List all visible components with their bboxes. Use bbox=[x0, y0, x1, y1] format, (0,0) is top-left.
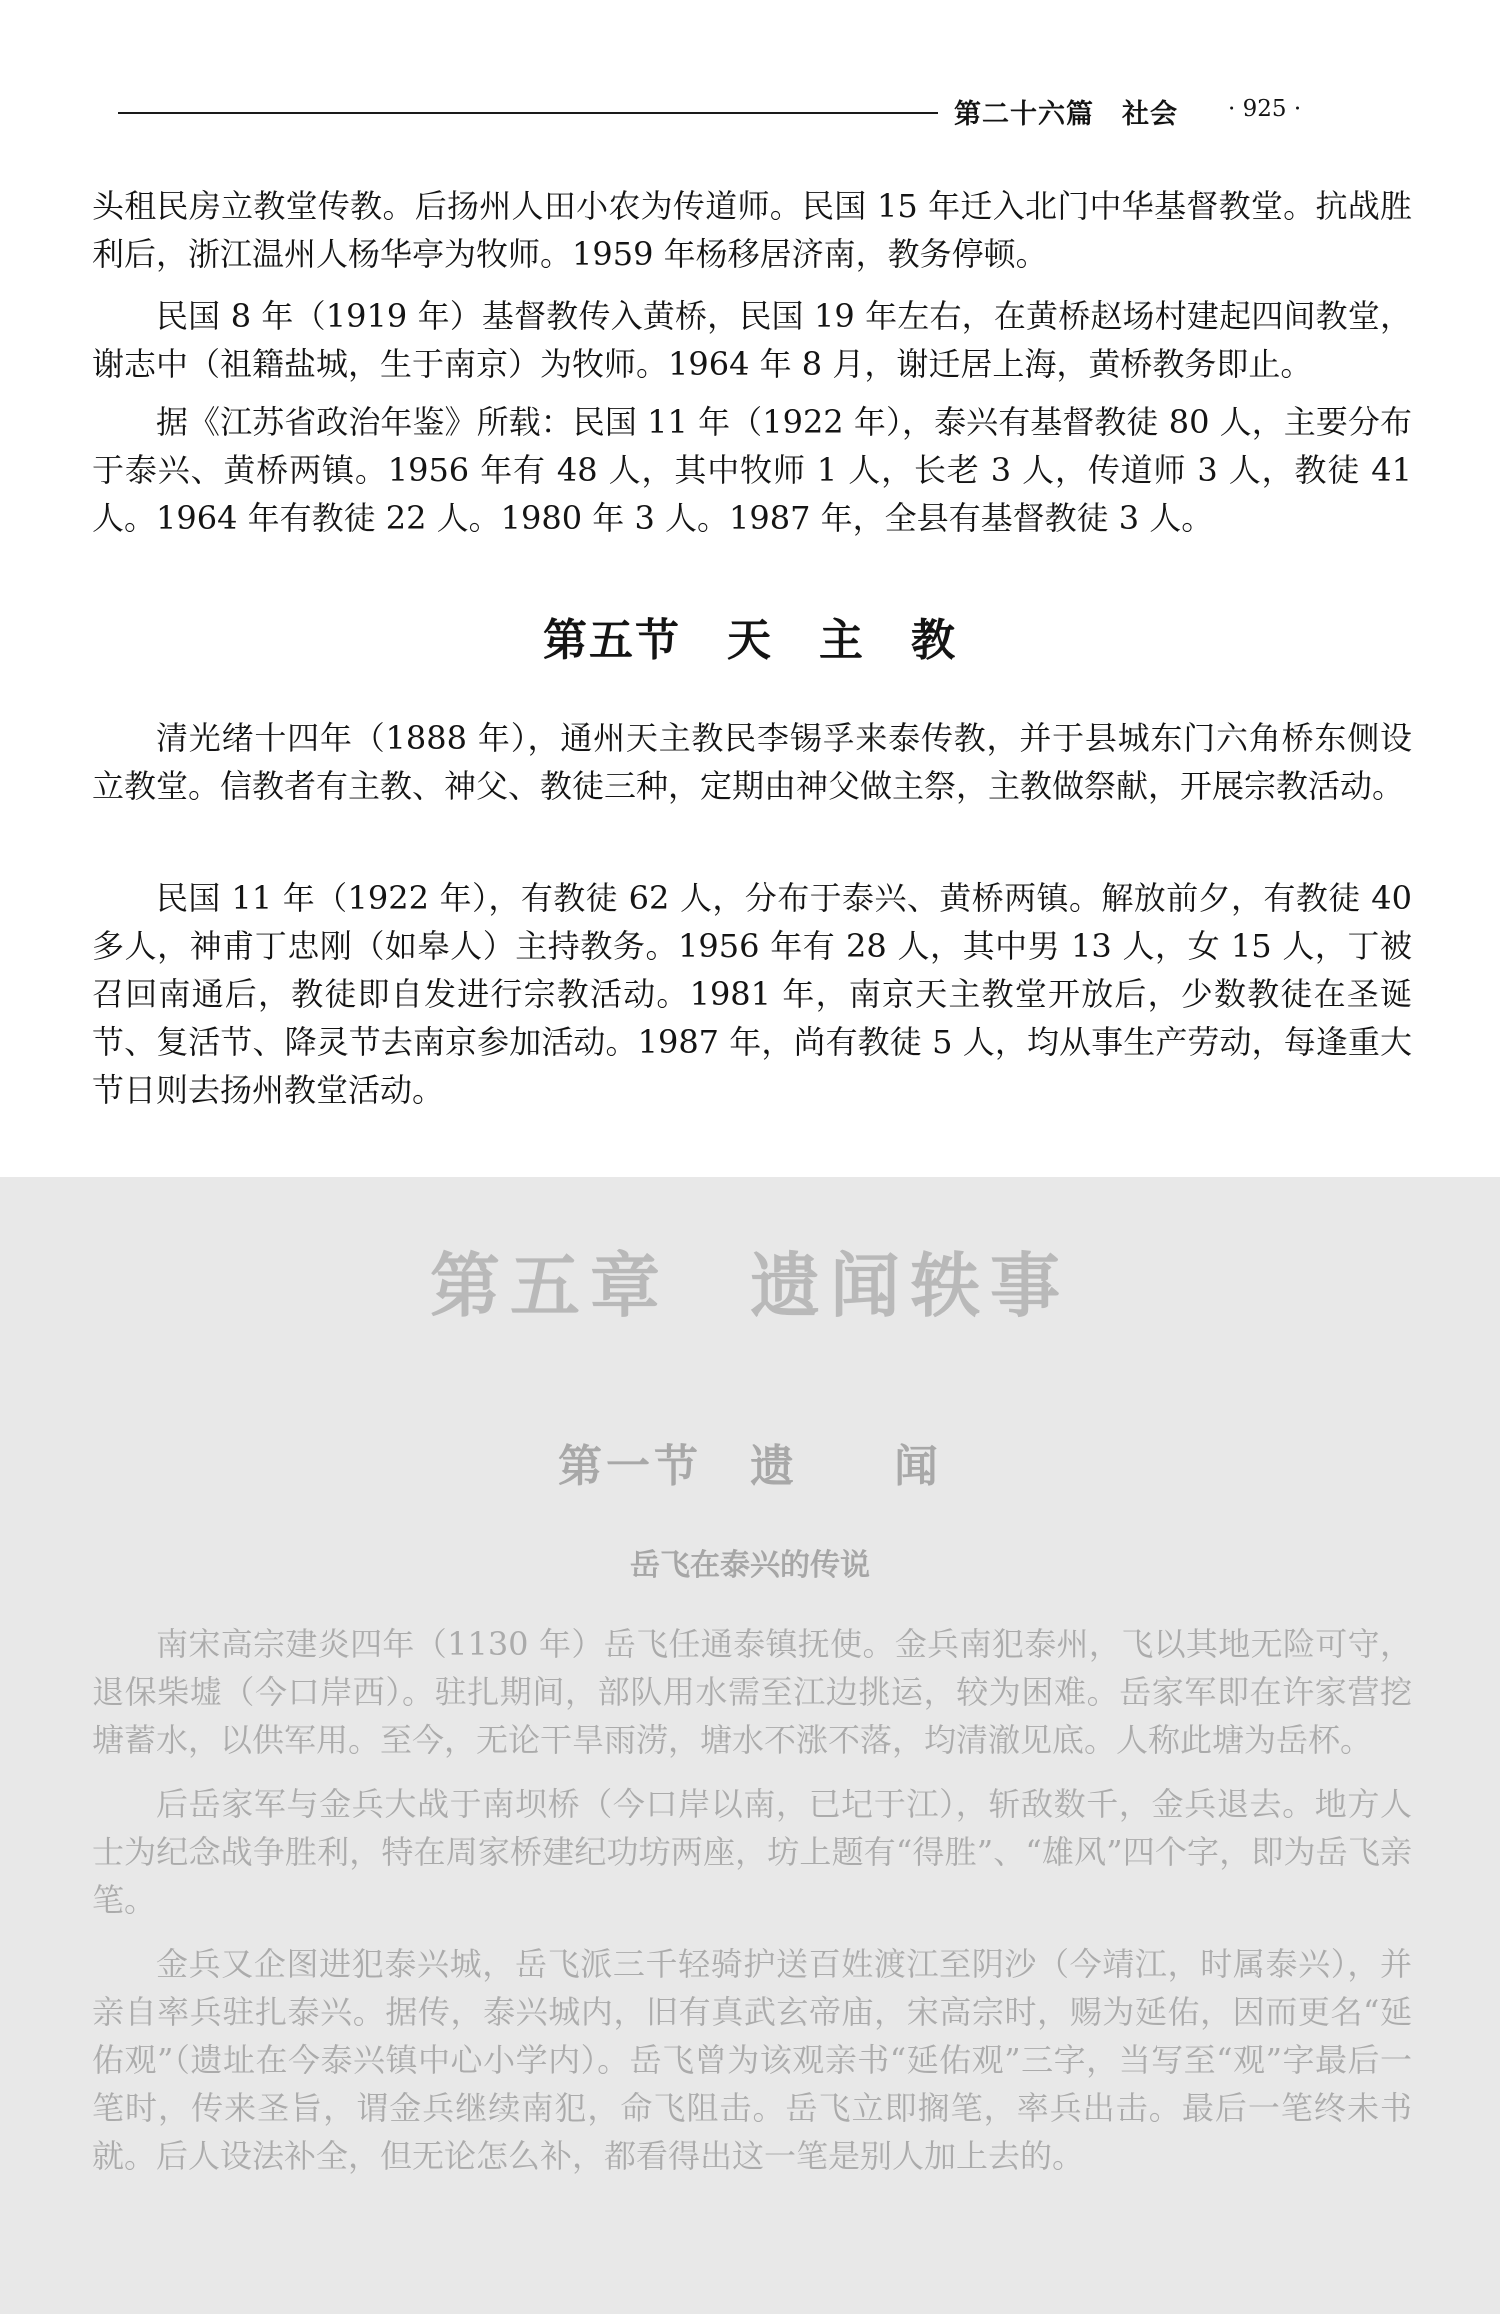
paragraph-yearbook: 据《江苏省政治年鉴》所载：民国 11 年（1922 年），泰兴有基督教徒 80 人，主要分布于泰兴、黄桥两镇。1956 年有 48 人，其中牧师 1 人，长老 3 人，传道师 3 人，教徒 41 人。1964 年有教徒 22 人。1980 年 3 人。1987 年，全县有基督教徒 3 人。 bbox=[92, 403, 1412, 537]
paragraph-catholic-1: 清光绪十四年（1888 年），通州天主教民李锡孚来泰传教，并于县城东门六角桥东侧设立教堂。信教者有主教、神父、教徒三种，定期由神父做主祭，主教做祭献，开展宗教活动。 bbox=[92, 719, 1412, 805]
paragraph-huangqiao: 民国 8 年（1919 年）基督教传入黄桥，民国 19 年左右，在黄桥赵场村建起四间教堂，谢志中（祖籍盐城，生于南京）为牧师。1964 年 8 月，谢迁居上海，黄桥教务即止。 bbox=[92, 297, 1412, 383]
paragraph-catholic-2: 民国 11 年（1922 年），有教徒 62 人，分布于泰兴、黄桥两镇。解放前夕，有教徒 40 多人，神甫丁忠刚（如皋人）主持教务。1956 年有 28 人，其中男 13 人，女 15 人，丁被召回南通后，教徒即自发进行宗教活动。1981 年，南京天主教堂开放后，少数教徒在圣诞节、复活节、降灵节去南京参加活动。1987 年，尚有教徒 5 人，均从事生产劳动，每逢重大节日则去扬州教堂活动。 bbox=[92, 879, 1412, 1109]
header-title: 第二十六篇 社会 bbox=[954, 99, 1178, 130]
running-header bbox=[118, 92, 1348, 132]
story-title: 岳飞在泰兴的传说 bbox=[630, 1548, 870, 1583]
paragraph-continued: 头租民房立教堂传教。后扬州人田小农为传道师。民国 15 年迁入北门中华基督教堂。抗战胜利后，浙江温州人杨华亭为牧师。1959 年杨移居济南，教务停顿。 bbox=[92, 187, 1412, 273]
story-paragraph-3: 金兵又企图进犯泰兴城，岳飞派三千轻骑护送百姓渡江至阴沙（今靖江，时属泰兴），并亲自率兵驻扎泰兴。据传，泰兴城内，旧有真武玄帝庙，宋高宗时，赐为延佑，因而更名“延佑观”（遗址在今泰兴镇中心小学内）。岳飞曾为该观亲书“延佑观”三字，当写至“观”字最后一笔时，传来圣旨，谓金兵继续南犯，命飞阻击。岳飞立即搁笔，率兵出击。最后一笔终未书就。后人设法补全，但无论怎么补，都看得出这一笔是别人加上去的。 bbox=[92, 1945, 1412, 2175]
section-heading-catholic: 第五节 天 主 教 bbox=[543, 615, 957, 666]
story-paragraph-2: 后岳家军与金兵大战于南坝桥（今口岸以南，已圮于江），斩敌数千，金兵退去。地方人士为纪念战争胜利，特在周家桥建纪功坊两座，坊上题有“得胜”、“雄风”四个字，即为岳飞亲笔。 bbox=[92, 1785, 1412, 1919]
section-heading-anecdotes: 第一节 遗 闻 bbox=[558, 1441, 942, 1492]
story-paragraph-1: 南宋高宗建炎四年（1130 年）岳飞任通泰镇抚使。金兵南犯泰州，飞以其地无险可守，退保柴墟（今口岸西）。驻扎期间，部队用水需至江边挑运，较为困难。岳家军即在许家营挖塘蓄水，以供军用。至今，无论干旱雨涝，塘水不涨不落，均清澈见底。人称此塘为岳杯。 bbox=[92, 1625, 1412, 1759]
header-rule bbox=[118, 112, 938, 114]
chapter-heading: 第五章 遗闻轶事 bbox=[430, 1244, 1070, 1327]
page-number: · 925 · bbox=[1228, 96, 1302, 122]
